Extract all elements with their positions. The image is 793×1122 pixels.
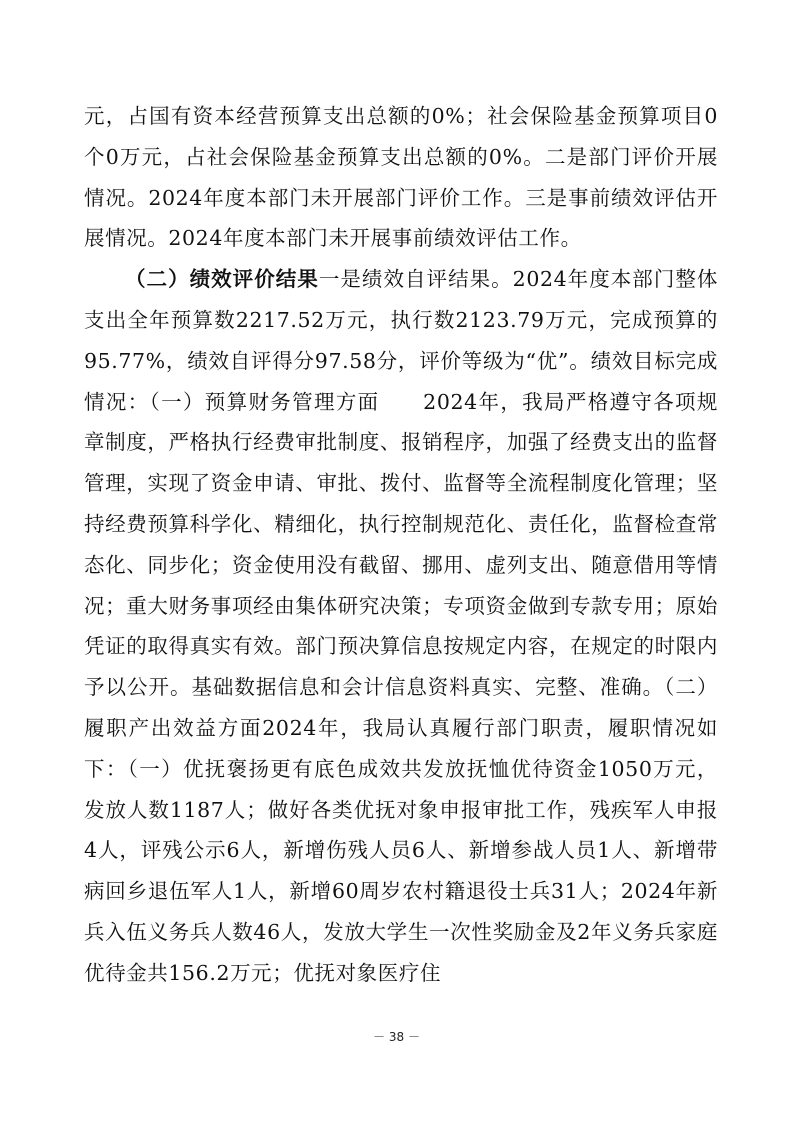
paragraph-2 (84, 259, 718, 993)
section-heading: （二）绩效评价结果 (125, 267, 319, 292)
paragraph-1: 元，占国有资本经营预算支出总额的0%；社会保险基金预算项目0个0万元，占社会保险基金预算支出总额的0%。二是部门评价开展情况。2024年度本部门未开展部门评价工作。三是事前绩效评估开展情况。2024年度本部门未开展事前绩效评估工作。 (84, 104, 718, 251)
page-number: － 38 － (373, 1030, 420, 1044)
paragraph-2-text: 一是绩效自评结果。2024年度本部门整体支出全年预算数2217.52万元，执行数2123.79万元，完成预算的95.77%，绩效自评得分97.58分，评价等级为“优”。绩效目标完成情况：（一）预算财务管理方面 2024年，我局严格遵守各项规章制度，严格执行经费审批制度、报销程序，加强了经费支出的监督管理，实现了资金申请、审批、拨付、监督等全流程制度化管理；坚持经费预算科学化、精细化，执行控制规范化、责任化，监督检查常态化、同步化；资金使用没有截留、挪用、虚列支出、随意借用等情况；重大财务事项经由集体研究决策；专项资金做到专款专用；原始凭证的取得真实有效。部门预决算信息按规定内容，在规定的时限内予以公开。基础数据信息和会计信息资料真实、完整、准确。（二）履职产出效益方面2024年，我局认真履行部门职责，履职情况如下：（一）优抚褒扬更有底色成效共发放抚恤优待资金1050万元，发放人数1187人；做好各类优抚对象申报审批工作，残疾军人申报4人，评残公示6人，新增伤残人员6人、新增参战人员1人、新增带病回乡退伍军人1人，新增60周岁农村籍退役士兵31人；2024年新兵入伍义务兵人数46人，发放大学生一次性奖励金及2年义务兵家庭优待金共156.2万元；优抚对象医疗住 (84, 267, 719, 985)
body-text (84, 96, 718, 994)
